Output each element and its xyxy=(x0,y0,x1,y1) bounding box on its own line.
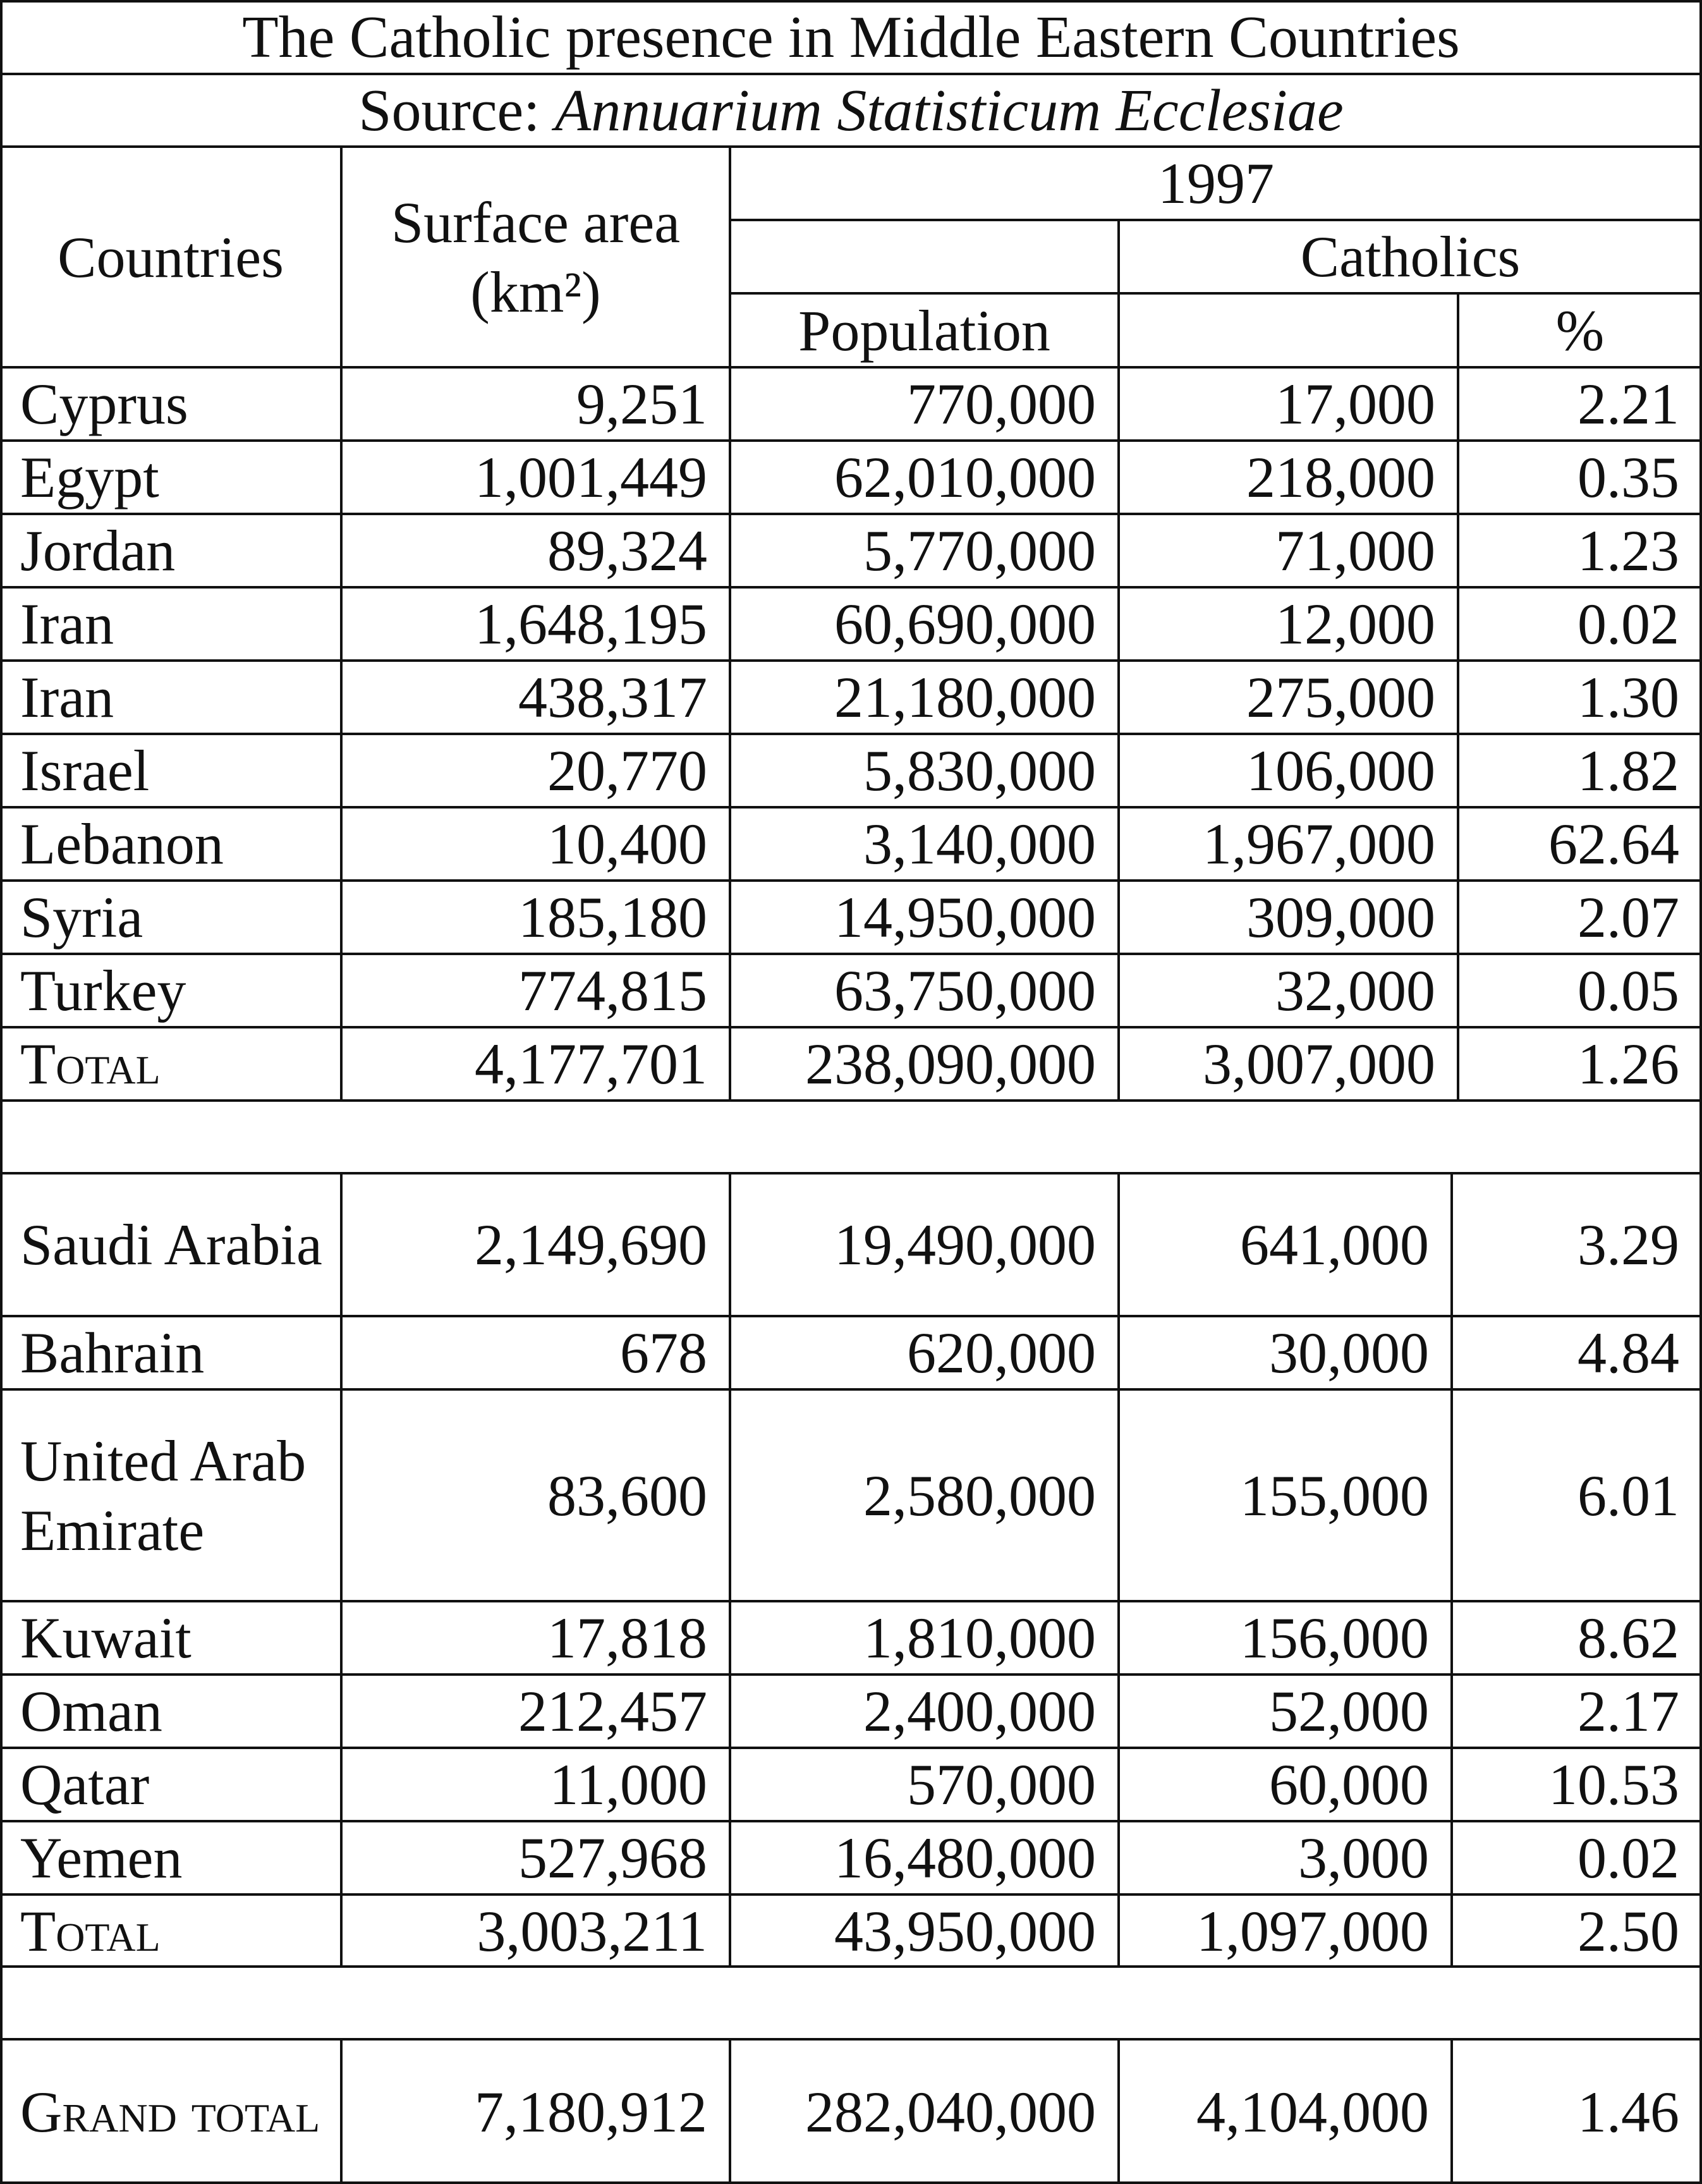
population-cell: 14,950,000 xyxy=(834,885,1096,949)
percent-cell: 2.21 xyxy=(1577,372,1679,436)
catholics-cell: 17,000 xyxy=(1275,372,1435,436)
country-cell: Bahrain xyxy=(20,1321,205,1385)
grid-line xyxy=(0,586,1702,589)
percent-cell: 0.05 xyxy=(1577,958,1679,1023)
catholics-cell: 3,007,000 xyxy=(1203,1032,1435,1096)
grid-line xyxy=(730,219,1702,221)
population-cell: 238,090,000 xyxy=(805,1032,1096,1096)
country-cell: Cyprus xyxy=(20,372,188,436)
area-cell: 7,180,912 xyxy=(475,2079,707,2144)
population-cell: 1,810,000 xyxy=(863,1606,1096,1670)
header-year: 1997 xyxy=(1158,151,1274,216)
population-cell: 570,000 xyxy=(907,1752,1096,1817)
country-cell: Egypt xyxy=(20,445,159,509)
country-cell: Lebanon xyxy=(20,812,224,876)
population-cell: 60,690,000 xyxy=(834,592,1096,656)
population-cell: 3,140,000 xyxy=(863,812,1096,876)
population-cell: 2,580,000 xyxy=(863,1463,1096,1528)
percent-cell: 1.30 xyxy=(1577,665,1679,729)
country-cell: Turkey xyxy=(20,958,186,1023)
catholics-cell: 3,000 xyxy=(1298,1826,1429,1890)
grid-line xyxy=(1450,1173,1453,1967)
country-cell: Jordan xyxy=(20,518,176,583)
catholics-cell: 275,000 xyxy=(1246,665,1435,729)
population-cell: 282,040,000 xyxy=(805,2079,1096,2144)
table-source xyxy=(0,74,1702,147)
percent-cell: 4.84 xyxy=(1577,1321,1679,1385)
area-cell: 4,177,701 xyxy=(475,1032,707,1096)
catholics-cell: 106,000 xyxy=(1246,738,1435,803)
area-cell: 9,251 xyxy=(576,372,707,436)
header-surface-area: Surface area (km²) xyxy=(391,190,681,324)
grid-line xyxy=(1699,0,1702,2184)
area-cell: 3,003,211 xyxy=(477,1899,707,1963)
grid-line xyxy=(729,147,731,1101)
grid-line xyxy=(730,292,1702,295)
catholics-cell: 156,000 xyxy=(1240,1606,1429,1670)
grid-line xyxy=(1117,220,1120,1101)
catholics-cell: 1,097,000 xyxy=(1196,1899,1429,1963)
grid-line xyxy=(1117,1173,1120,1967)
grid-line xyxy=(0,1747,1702,1749)
grid-line xyxy=(729,1173,731,1967)
area-cell: 678 xyxy=(620,1321,707,1385)
percent-cell: 1.26 xyxy=(1577,1032,1679,1096)
area-cell: 212,457 xyxy=(518,1679,707,1743)
grid-line xyxy=(0,659,1702,662)
population-cell: 63,750,000 xyxy=(834,958,1096,1023)
percent-cell: 2.07 xyxy=(1577,885,1679,949)
grid-line xyxy=(0,1820,1702,1822)
population-cell: 19,490,000 xyxy=(834,1212,1096,1277)
grid-line xyxy=(340,147,343,1101)
percent-cell: 2.50 xyxy=(1577,1899,1679,1963)
country-cell: Qatar xyxy=(20,1752,150,1817)
percent-cell: 1.23 xyxy=(1577,518,1679,583)
catholics-cell: 218,000 xyxy=(1246,445,1435,509)
population-cell: 5,770,000 xyxy=(863,518,1096,583)
grid-line xyxy=(0,1026,1702,1028)
grid-line xyxy=(0,879,1702,882)
grid-line xyxy=(0,806,1702,808)
country-cell: Yemen xyxy=(20,1826,183,1890)
catholics-cell: 71,000 xyxy=(1275,518,1435,583)
catholics-cell: 641,000 xyxy=(1240,1212,1429,1277)
grid-line xyxy=(0,1893,1702,1896)
source-prefix: Source: xyxy=(358,77,540,143)
catholics-cell: 12,000 xyxy=(1275,592,1435,656)
population-cell: 770,000 xyxy=(907,372,1096,436)
grid-line xyxy=(340,2039,343,2184)
country-cell: Oman xyxy=(20,1679,162,1743)
grid-line xyxy=(0,2038,1702,2041)
area-cell: 774,815 xyxy=(518,958,707,1023)
grid-line xyxy=(0,2181,1702,2184)
percent-cell: 8.62 xyxy=(1577,1606,1679,1670)
population-cell: 62,010,000 xyxy=(834,445,1096,509)
grid-line xyxy=(0,73,1702,75)
header-percent: % xyxy=(1555,298,1605,363)
catholics-cell: 4,104,000 xyxy=(1196,2079,1429,2144)
country-cell: Saudi Arabia xyxy=(20,1212,322,1277)
grid-line xyxy=(1457,293,1459,1101)
catholics-cell: 155,000 xyxy=(1240,1463,1429,1528)
percent-cell: 10.53 xyxy=(1548,1752,1679,1817)
area-cell: 17,818 xyxy=(547,1606,707,1670)
area-cell: 89,324 xyxy=(547,518,707,583)
country-cell: Syria xyxy=(20,885,143,949)
grid-line xyxy=(340,1173,343,1967)
area-cell: 2,149,690 xyxy=(475,1212,707,1277)
country-cell: United Arab Emirate xyxy=(20,1428,307,1563)
percent-cell: 62.64 xyxy=(1548,812,1679,876)
area-cell: 438,317 xyxy=(518,665,707,729)
population-cell: 16,480,000 xyxy=(834,1826,1096,1890)
population-cell: 5,830,000 xyxy=(863,738,1096,803)
grid-line xyxy=(0,733,1702,735)
catholics-cell: 1,967,000 xyxy=(1203,812,1435,876)
grid-line xyxy=(1117,2039,1120,2184)
population-cell: 21,180,000 xyxy=(834,665,1096,729)
country-cell: Kuwait xyxy=(20,1606,191,1670)
country-cell: Total xyxy=(20,1899,161,1963)
area-cell: 185,180 xyxy=(518,885,707,949)
area-cell: 11,000 xyxy=(549,1752,707,1817)
grid-line xyxy=(0,439,1702,442)
grid-line xyxy=(0,1673,1702,1676)
area-cell: 527,968 xyxy=(518,1826,707,1890)
percent-cell: 6.01 xyxy=(1577,1463,1679,1528)
catholics-cell: 60,000 xyxy=(1269,1752,1429,1817)
grid-line xyxy=(1450,2039,1453,2184)
percent-cell: 1.46 xyxy=(1577,2079,1679,2144)
grid-line xyxy=(0,1315,1702,1317)
header-countries: Countries xyxy=(58,224,284,290)
country-cell: Iran xyxy=(20,665,114,729)
catholics-cell: 32,000 xyxy=(1275,958,1435,1023)
population-cell: 2,400,000 xyxy=(863,1679,1096,1743)
area-cell: 20,770 xyxy=(547,738,707,803)
percent-cell: 1.82 xyxy=(1577,738,1679,803)
grid-line xyxy=(0,1965,1702,1968)
grid-line xyxy=(0,1600,1702,1602)
source-name: Annuarium Statisticum Ecclesiae xyxy=(554,77,1344,143)
percent-cell: 3.29 xyxy=(1577,1212,1679,1277)
percent-cell: 0.02 xyxy=(1577,1826,1679,1890)
percent-cell: 0.02 xyxy=(1577,592,1679,656)
population-cell: 620,000 xyxy=(907,1321,1096,1385)
grid-line xyxy=(0,1388,1702,1391)
country-cell: Grand total xyxy=(20,2079,320,2144)
area-cell: 10,400 xyxy=(547,812,707,876)
percent-cell: 2.17 xyxy=(1577,1679,1679,1743)
percent-cell: 0.35 xyxy=(1577,445,1679,509)
population-cell: 43,950,000 xyxy=(834,1899,1096,1963)
grid-line xyxy=(0,145,1702,148)
grid-line xyxy=(0,0,1702,3)
area-cell: 83,600 xyxy=(547,1463,707,1528)
country-cell: Iran xyxy=(20,592,114,656)
country-cell: Total xyxy=(20,1032,161,1096)
grid-line xyxy=(0,1172,1702,1174)
header-catholics: Catholics xyxy=(1300,224,1521,289)
table-title: The Catholic presence in Middle Eastern Countries xyxy=(242,4,1460,70)
country-cell: Israel xyxy=(20,738,150,803)
grid-line xyxy=(729,2039,731,2184)
area-cell: 1,648,195 xyxy=(475,592,707,656)
grid-line xyxy=(0,953,1702,955)
catholics-cell: 30,000 xyxy=(1269,1321,1429,1385)
catholics-cell: 52,000 xyxy=(1269,1679,1429,1743)
grid-line xyxy=(0,0,3,2184)
catholics-cell: 309,000 xyxy=(1246,885,1435,949)
grid-line xyxy=(0,366,1702,369)
area-cell: 1,001,449 xyxy=(475,445,707,509)
grid-line xyxy=(0,1099,1702,1102)
header-population: Population xyxy=(798,298,1050,363)
grid-line xyxy=(0,513,1702,515)
